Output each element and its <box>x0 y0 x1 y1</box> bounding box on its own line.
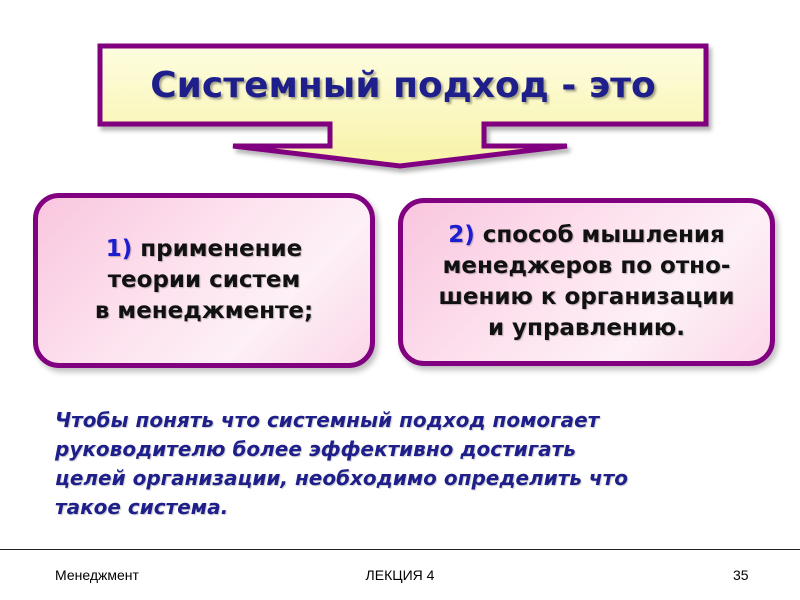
item-number: 1) <box>105 236 133 262</box>
footer-page-number: 35 <box>733 567 749 583</box>
definition-box-2 <box>398 198 775 366</box>
footer-course-name: Менеджмент <box>55 567 139 583</box>
item-text-line: и управлению. <box>487 315 686 341</box>
item-text-line: применение <box>140 236 303 262</box>
footer-lecture-label: ЛЕКЦИЯ 4 <box>365 567 435 583</box>
note-line: такое система. <box>55 495 229 519</box>
item-text-line: способ мышления <box>482 222 725 248</box>
definition-box-1 <box>33 193 375 368</box>
footer-divider <box>0 549 800 550</box>
item-number: 2) <box>448 222 475 248</box>
item-text-line: шению к организации <box>438 284 735 310</box>
item-text-line: в менеджменте; <box>94 298 314 324</box>
slide-title: Системный подход - это <box>150 64 656 106</box>
note-line: руководителю более эффективно достигать <box>55 437 576 461</box>
note-line: Чтобы понять что системный подход помогает <box>55 408 600 432</box>
explanation-note <box>55 406 755 522</box>
note-line: целей организации, необходимо определить что <box>55 466 628 490</box>
item-text-line: теории систем <box>107 267 301 293</box>
item-text-line: менеджеров по отно- <box>442 253 731 279</box>
